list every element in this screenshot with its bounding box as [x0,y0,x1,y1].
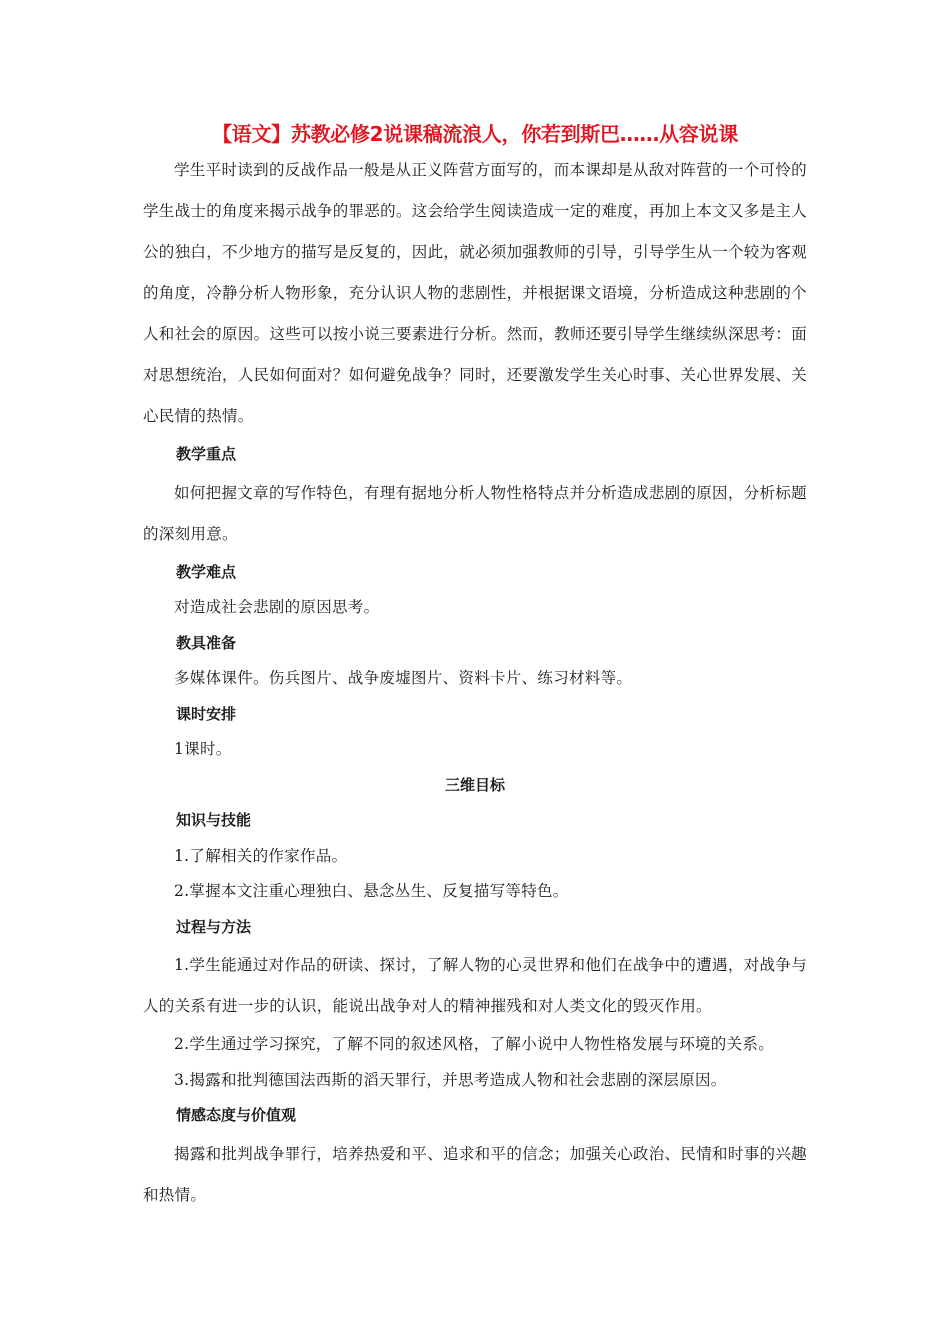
three-dimensional-goals-heading: 三维目标 [444,775,505,794]
teaching-focus-heading: 教学重点 [176,445,237,463]
knowledge-item: 2.掌握本文注重心理独白、悬念丛生、反复描写等特色。 [174,882,569,900]
teaching-focus-text: 如何把握文章的写作特色，有理有据地分析人物性格特点并分析造成悲剧的原因，分析标题的深刻用意。 [143,483,807,543]
process-item: 3.揭露和批判德国法西斯的滔天罪行，并思考造成人物和社会悲剧的深层原因。 [174,1070,727,1089]
teaching-difficulty-heading: 教学难点 [176,562,237,581]
teaching-tools-text: 多媒体课件。伤兵图片、战争废墟图片、资料卡片、练习材料等。 [174,669,633,687]
document-title: 【语文】苏教必修2说课稿流浪人，你若到斯巴……从容说课 [212,122,738,146]
emotion-values-heading: 情感态度与价值观 [176,1106,297,1124]
knowledge-item: 1.了解相关的作家作品。 [174,846,348,865]
knowledge-skills-heading: 知识与技能 [176,811,252,829]
process-item: 1.学生能通过对作品的研读、探讨，了解人物的心灵世界和他们在战争中的遭遇，对战争与人的关系有进一步的认识，能说出战争对人的精神摧残和对人类文化的毁灭作用。 [143,956,807,1015]
process-methods-heading: 过程与方法 [176,917,252,936]
teaching-tools-heading: 教具准备 [176,633,237,652]
class-schedule-heading: 课时安排 [176,704,237,723]
intro-paragraph: 学生平时读到的反战作品一般是从正义阵营方面写的，而本课却是从敌对阵营的一个可怜的学生战士的角度来揭示战争的罪恶的。这会给学生阅读造成一定的难度，再加上本文又多是主人公的独白，不少地方的描写是反复的，因此，就必须加强教师的引导，引导学生从一个较为客观的角度，冷静分析人物形象，充分认识人物的悲剧性，并根据课文语境，分析造成这种悲剧的个人和社会的原因。这些可以按小说三要素进行分析。然而，教师还要引导学生继续纵深思考：面对思想统治，人民如何面对？如何避免战争？同时，还要激发学生关心时事、关心世界发展、关心民情的热情。 [143,161,807,425]
process-item: 2.学生通过学习探究，了解不同的叙述风格，了解小说中人物性格发展与环境的关系。 [174,1035,774,1053]
emotion-values-text: 揭露和批判战争罪行，培养热爱和平、追求和平的信念；加强关心政治、民情和时事的兴趣和热情。 [143,1144,807,1204]
class-schedule-text: 1课时。 [174,740,232,758]
teaching-difficulty-text: 对造成社会悲剧的原因思考。 [174,598,380,616]
document-body [143,118,807,1216]
